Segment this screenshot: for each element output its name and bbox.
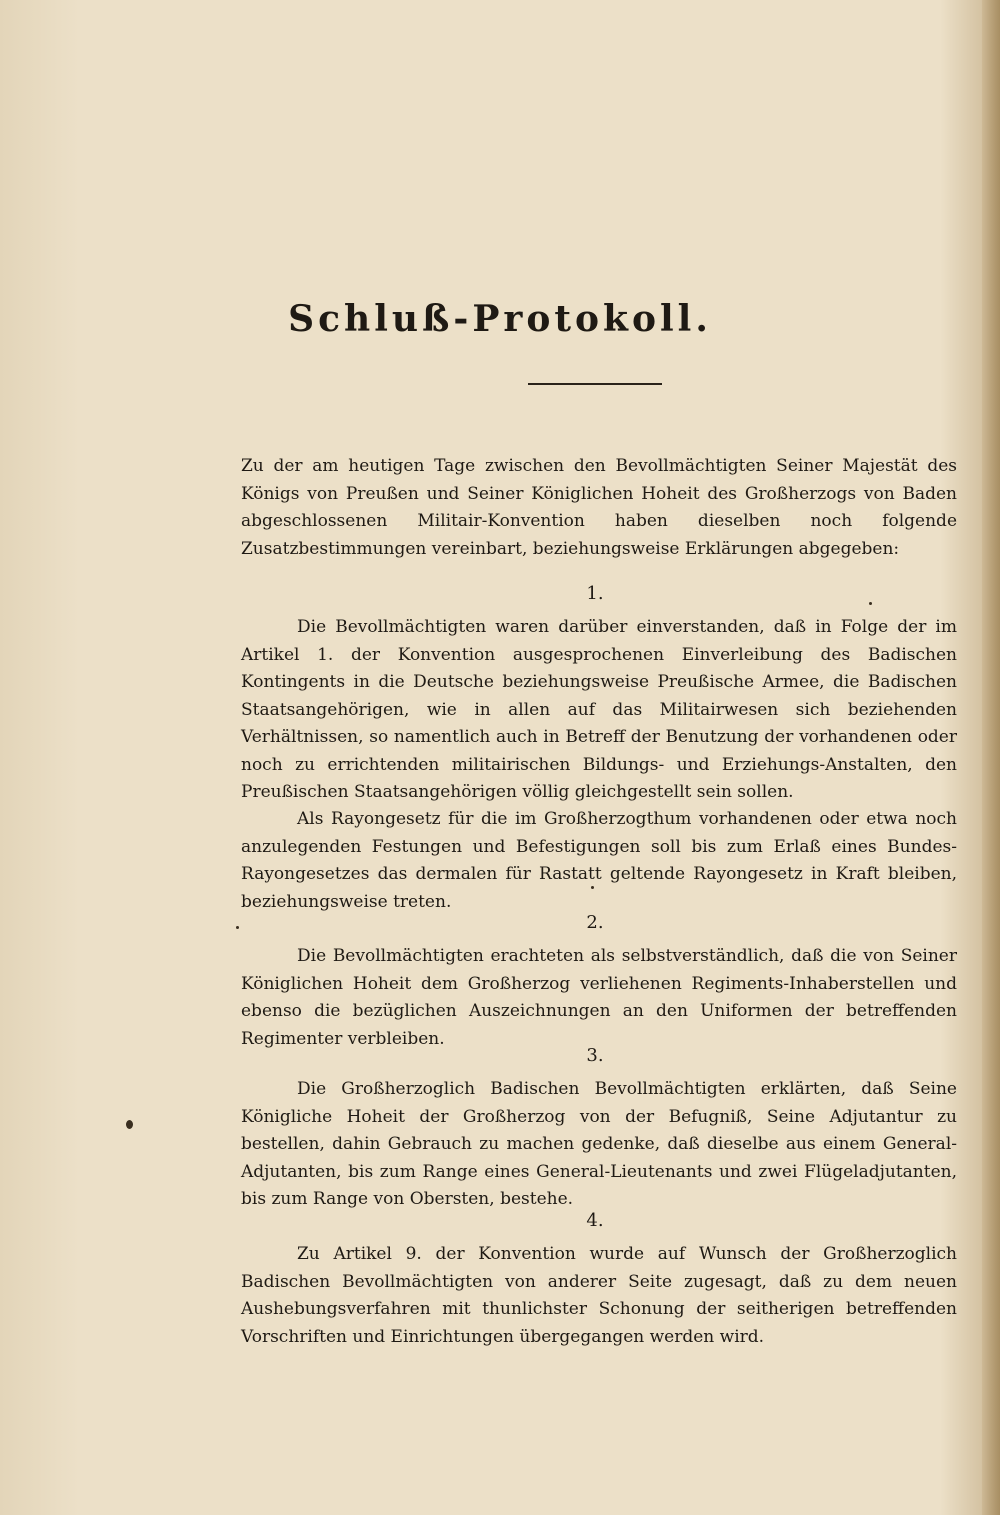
page-edge-shadow	[982, 0, 1000, 1515]
section-number-1: 1.	[586, 583, 604, 604]
ink-speck	[126, 1120, 133, 1129]
section-3-paragraph-1: Die Großherzoglich Badischen Bevollmächtigten erklärten, daß Seine Königliche Hoheit der Großherzog von der Befugniß, Seine Adjutantur zu bestellen, dahin Gebrauch zu machen gedenke, daß dieselbe aus einem General-Adjutanten, bis zum Range eines General-Lieutenants und zwei Flügeladjutanten, bis zum Range von Obersten, bestehe.	[241, 1079, 957, 1209]
section-1-paragraph-2: Als Rayongesetz für die im Großherzogthum vorhandenen oder etwa noch anzulegenden Festungen und Befestigungen soll bis zum Erlaß eines Bundes-Rayongesetzes das dermalen für Rastatt geltende Rayongesetz in Kraft bleiben, beziehungsweise treten.	[241, 809, 957, 912]
section-1-paragraph-1: Die Bevollmächtigten waren darüber einverstanden, daß in Folge der im Artikel 1. der Konvention ausgesprochenen Einverleibung des Badischen Kontingents in die Deutsche beziehungsweise Preußische Armee, die Badischen Staatsangehörigen, wie in allen auf das Militairwesen sich beziehenden Verhältnissen, so namentlich auch in Betreff der Benutzung der vorhandenen oder noch zu errichtenden militairischen Bildungs- und Erziehungs-Anstalten, den Preußischen Staatsangehörigen völlig gleichgestellt sein sollen.	[241, 617, 957, 802]
intro-paragraph: Zu der am heutigen Tage zwischen den Bevollmächtigten Seiner Majestät des Königs von Preußen und Seiner Königlichen Hoheit des Großherzogs von Baden abgeschlossenen Militair-Konvention haben dieselben noch folgende Zusatzbestimmungen vereinbart, beziehungsweise Erklärungen abgegeben:	[241, 456, 957, 559]
ink-speck	[869, 602, 872, 605]
section-2-paragraph-1: Die Bevollmächtigten erachteten als selbstverständlich, daß die von Seiner Königlichen Hoheit dem Großherzog verliehenen Regiments-Inhaberstellen und ebenso die bezüglichen Auszeichnungen an den Uniformen der betreffenden Regimenter verbleiben.	[241, 946, 957, 1049]
section-number-3: 3.	[586, 1045, 604, 1066]
ink-speck	[591, 886, 594, 889]
document-title: Schluß-Protokoll.	[288, 298, 712, 340]
ink-speck	[236, 926, 239, 929]
section-4-paragraph-1: Zu Artikel 9. der Konvention wurde auf Wunsch der Großherzoglich Badischen Bevollmächtigten von anderer Seite zugesagt, daß zu dem neuen Aushebungsverfahren mit thunlichster Schonung der seitherigen betreffenden Vorschriften und Einrichtungen übergegangen werden wird.	[241, 1244, 957, 1347]
section-number-2: 2.	[586, 912, 604, 933]
section-number-4: 4.	[586, 1210, 604, 1231]
title-rule	[528, 383, 662, 385]
